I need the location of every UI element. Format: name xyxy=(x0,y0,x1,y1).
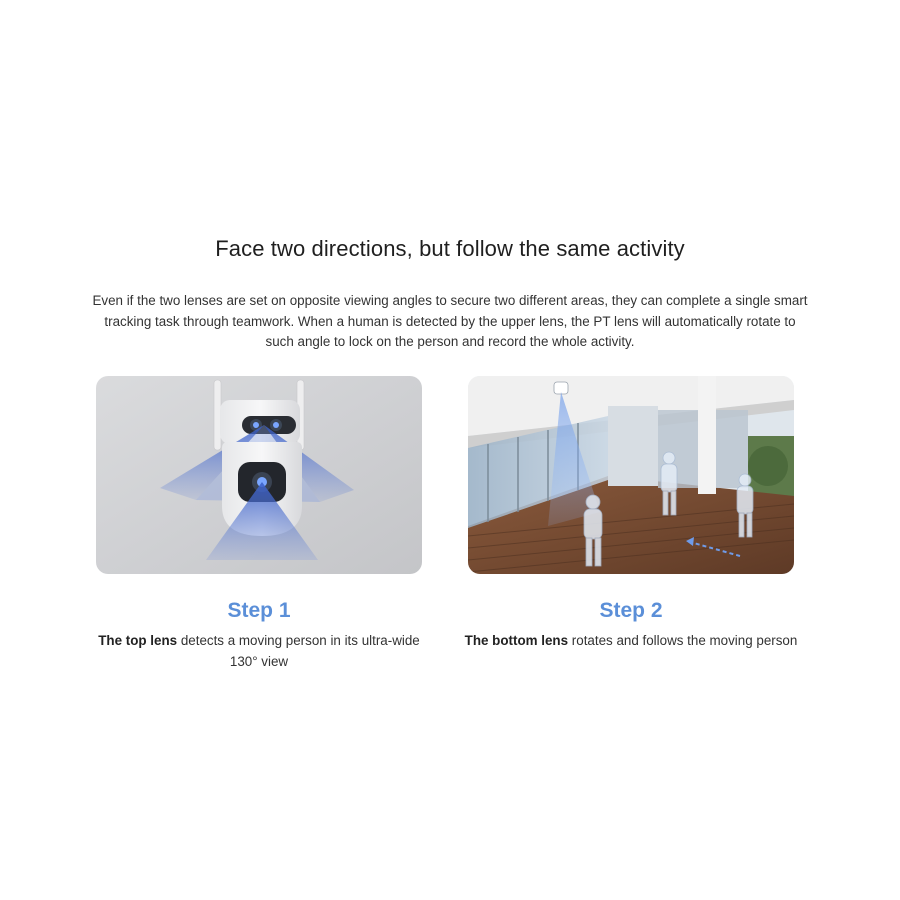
step-1-title: Step 1 xyxy=(227,599,291,622)
step-2-image xyxy=(468,376,794,574)
step-1-image xyxy=(96,376,422,574)
page-title: Face two directions, but follow the same activity xyxy=(215,236,685,261)
step-2-text: rotates and follows the moving person xyxy=(568,633,798,648)
step-1-text: detects a moving person in its ultra-wide 130° view xyxy=(177,633,420,669)
step-2-title: Step 2 xyxy=(599,599,663,622)
step-2-description xyxy=(450,630,812,651)
step-1-bold-label: The top lens xyxy=(98,633,178,648)
description-text: Even if the two lenses are set on opposite viewing angles to secure two different areas, they can complete a single smart tracking task through teamwork. When a human is detected by the upper lens, the PT lens will automatically rotate to such angle to lock on the person and record the whole activity. xyxy=(92,293,808,349)
step-2-bold-label: The bottom lens xyxy=(464,633,569,648)
step-1-description xyxy=(90,630,428,672)
